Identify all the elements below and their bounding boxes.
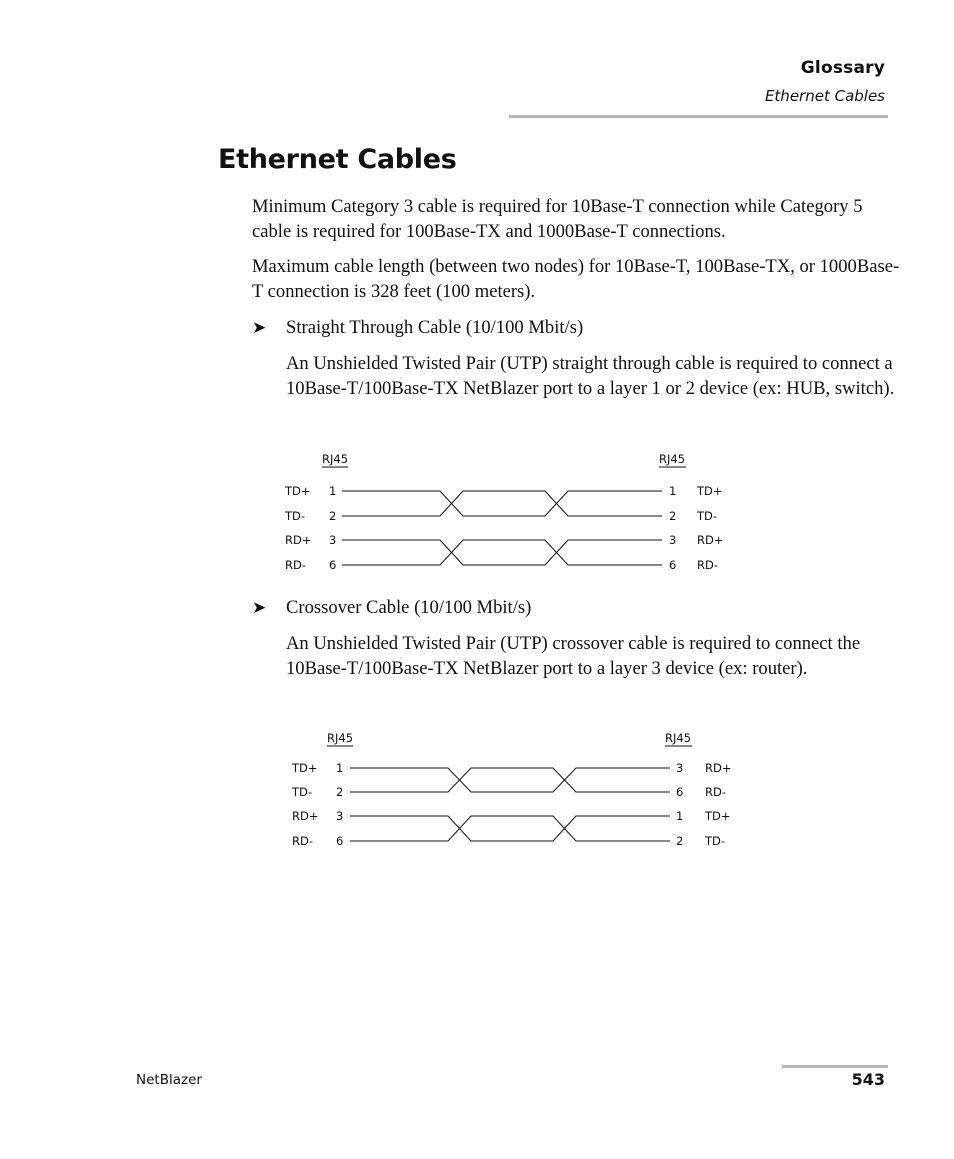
left-pin: 1	[329, 484, 337, 498]
wire-pin3	[350, 816, 670, 841]
left-signal: RD-	[285, 558, 306, 572]
paragraph-crossover: An Unshielded Twisted Pair (UTP) crossover cable is required to connect the 10Base-T/100Base-TX NetBlazer port to a layer 3 device (ex: router).	[286, 633, 861, 679]
right-signal: RD+	[705, 761, 732, 775]
left-signal: RD+	[285, 533, 312, 547]
left-pin: 1	[336, 761, 344, 775]
right-signal: TD-	[697, 509, 718, 523]
left-pin: 2	[329, 509, 337, 523]
connector-label-right: RJ45	[665, 731, 692, 745]
left-signal: TD+	[292, 761, 318, 775]
footer-product-name: NetBlazer	[136, 1072, 202, 1088]
header-chapter-title: Glossary	[800, 58, 885, 78]
right-pin: 6	[669, 558, 677, 572]
paragraph-cable-length: Maximum cable length (between two nodes) for 10Base-T, 100Base-TX, or 1000Base-T connection is 328 feet (100 meters).	[252, 256, 900, 302]
right-signal: TD-	[705, 834, 726, 848]
paragraph-straight-through: An Unshielded Twisted Pair (UTP) straight through cable is required to connect a 10Base-T/100Base-TX NetBlazer port to a layer 1 or 2 device (ex: HUB, switch).	[286, 353, 895, 399]
bullet-heading: Crossover Cable (10/100 Mbit/s)	[286, 597, 532, 618]
right-signal: TD+	[697, 484, 723, 498]
left-signal: TD-	[285, 509, 306, 523]
right-signal: RD-	[697, 558, 718, 572]
section-title: Ethernet Cables	[218, 144, 457, 175]
left-pin: 3	[336, 809, 344, 823]
connector-label-right: RJ45	[659, 452, 686, 466]
left-pin: 6	[329, 558, 337, 572]
footer-rule	[782, 1065, 888, 1068]
connector-label-left: RJ45	[327, 731, 354, 745]
right-pin: 2	[676, 834, 684, 848]
right-signal: RD+	[697, 533, 724, 547]
right-pin: 3	[676, 761, 684, 775]
wire-pin6	[350, 816, 670, 841]
arrow-bullet-icon: ➤	[252, 598, 267, 617]
right-signal: RD-	[705, 785, 726, 799]
left-signal: TD+	[285, 484, 311, 498]
wire-pin2	[350, 768, 670, 792]
left-signal: RD+	[292, 809, 319, 823]
connector-label-left: RJ45	[322, 452, 349, 466]
paragraph-category: Minimum Category 3 cable is required for 10Base-T connection while Category 5 cable is required for 100Base-TX and 1000Base-T connections.	[252, 196, 863, 242]
right-signal: TD+	[705, 809, 731, 823]
page-number: 543	[851, 1070, 885, 1089]
left-signal: RD-	[292, 834, 313, 848]
right-pin: 1	[676, 809, 684, 823]
left-signal: TD-	[292, 785, 313, 799]
right-pin: 3	[669, 533, 677, 547]
bullet-heading: Straight Through Cable (10/100 Mbit/s)	[286, 317, 584, 338]
arrow-bullet-icon: ➤	[252, 318, 267, 337]
header-section-subtitle: Ethernet Cables	[764, 87, 885, 105]
wire-pin1	[350, 768, 670, 792]
right-pin: 2	[669, 509, 677, 523]
right-pin: 6	[676, 785, 684, 799]
left-pin: 6	[336, 834, 344, 848]
right-pin: 1	[669, 484, 677, 498]
left-pin: 2	[336, 785, 344, 799]
left-pin: 3	[329, 533, 337, 547]
